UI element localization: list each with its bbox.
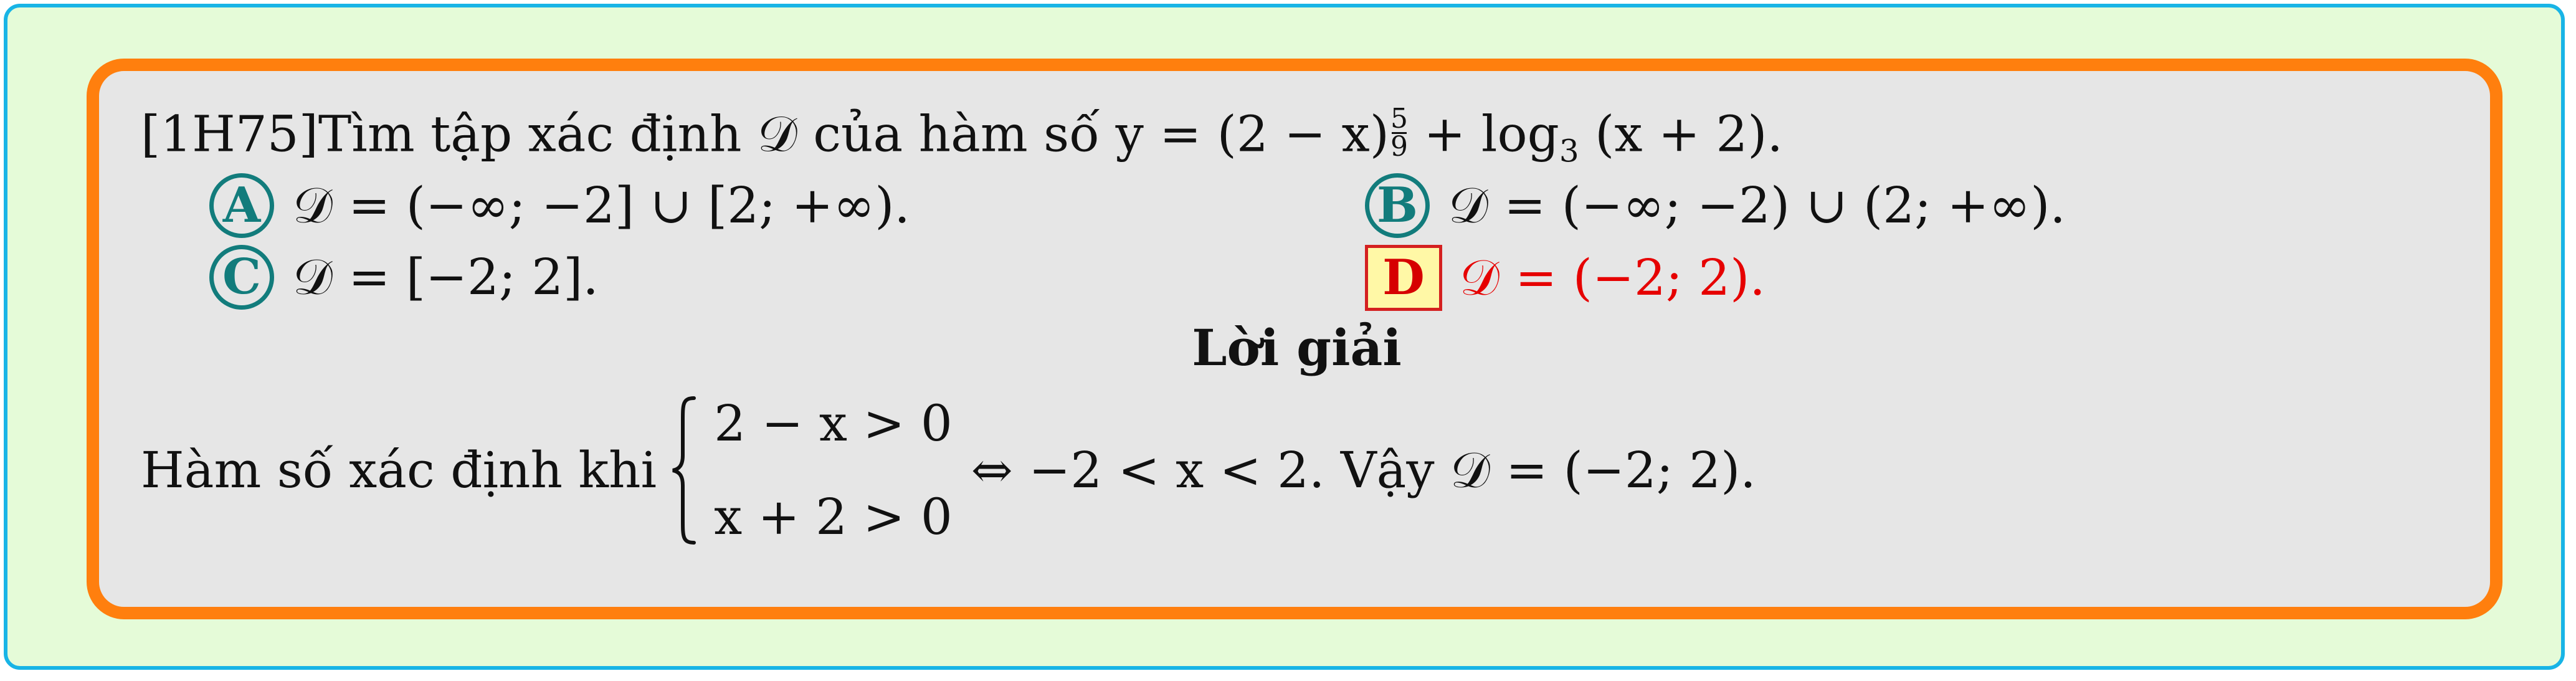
outer-frame [4, 4, 2565, 670]
option-c-badge: C [209, 245, 274, 310]
option-b-text: 𝒟 = (−∞; −2) ∪ (2; +∞). [1448, 176, 2066, 234]
inequality-2: x + 2 > 0 [714, 488, 953, 546]
option-d-text: 𝒟 = (−2; 2). [1460, 249, 1766, 307]
option-b[interactable] [1365, 173, 2066, 238]
option-a-text: 𝒟 = (−∞; −2] ∪ [2; +∞). [293, 176, 910, 234]
option-a[interactable] [209, 173, 910, 238]
option-d-badge: D [1365, 245, 1442, 311]
question-code: [1H75] [141, 105, 318, 163]
question-card [87, 59, 2502, 619]
question-text: Tìm tập xác định 𝒟 của hàm số y = (2 − x) [318, 105, 1390, 163]
left-brace-icon [669, 396, 699, 545]
solution-conclusion: ⇔ −2 < x < 2. Vậy 𝒟 = (−2; 2). [971, 441, 1756, 499]
option-b-badge: B [1365, 173, 1430, 238]
log-base: 3 [1559, 133, 1579, 169]
question-text-end: (x + 2). [1579, 105, 1783, 163]
exponent-denominator: 9 [1390, 130, 1409, 163]
solution-title: Lời giải [1192, 318, 1402, 377]
question-text-log: + log [1408, 105, 1559, 163]
option-d-correct[interactable] [1365, 245, 1766, 311]
inequality-system [714, 394, 953, 546]
exponent-numerator: 5 [1390, 103, 1409, 135]
option-a-badge: A [209, 173, 274, 238]
inequality-1: 2 − x > 0 [714, 394, 953, 452]
question-line [141, 103, 1783, 169]
solution-line [141, 393, 1756, 548]
exponent-fraction [1390, 103, 1409, 163]
system-brace [669, 396, 699, 545]
option-c-text: 𝒟 = [−2; 2]. [293, 248, 599, 306]
solution-lead: Hàm số xác định khi [141, 441, 657, 499]
option-c[interactable] [209, 245, 599, 310]
